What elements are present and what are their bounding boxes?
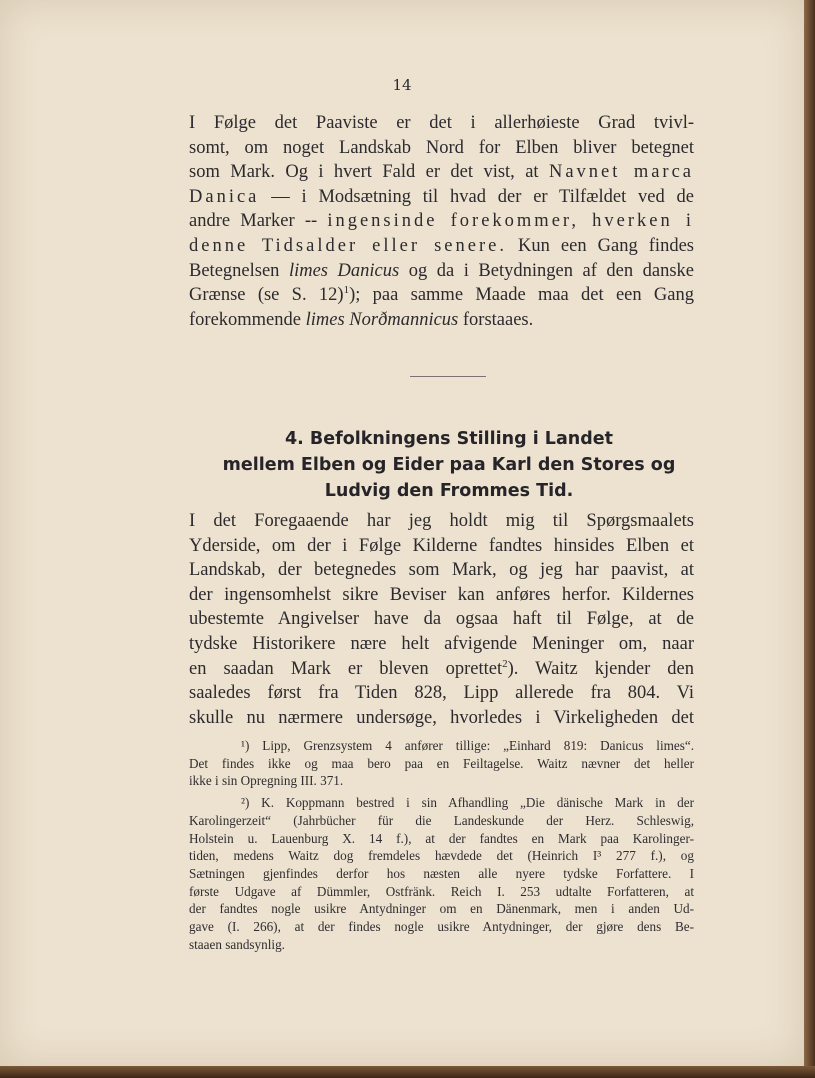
text-fragment: forstaaes. bbox=[458, 309, 534, 330]
section-divider bbox=[410, 376, 486, 377]
text-line bbox=[189, 657, 694, 682]
text-line bbox=[189, 160, 694, 185]
text-fragment: en saadan Mark er bleven oprettet bbox=[189, 658, 503, 679]
book-edge-bottom bbox=[0, 1066, 815, 1078]
text-line bbox=[189, 209, 694, 234]
heading-line: 4. Befolkningens Stilling i Landet bbox=[285, 429, 613, 449]
text-line: der ingensomhelst sikre Beviser kan anføres herfor. Kildernes bbox=[189, 584, 694, 605]
text-line bbox=[189, 283, 694, 308]
italic-term: limes Norðmannicus bbox=[305, 309, 459, 330]
text-line: I det Foregaaende har jeg holdt mig til Spørgsmaalets bbox=[189, 511, 694, 531]
text-line bbox=[189, 259, 694, 284]
text-line bbox=[189, 185, 694, 210]
footnote-line: ²) K. Koppmann bestred i sin Afhandling „Die dänische Mark in der bbox=[241, 795, 694, 811]
text-fragment: som Mark. Og i hvert Fald er det vist, at bbox=[189, 162, 549, 183]
footnote-line: tiden, medens Waitz dog fremdeles hævdede det (Heinrich I³ 277 f.), og bbox=[189, 848, 694, 864]
spaced-emphasis: ingensinde forekommer, hverken i bbox=[327, 211, 694, 232]
book-edge-right bbox=[804, 0, 815, 1078]
text-line: saaledes først fra Tiden 828, Lipp allerede fra 804. Vi bbox=[189, 683, 694, 704]
footnote-line: der fandtes nogle usikre Antydninger om en Dänenmark, men i anden Ud- bbox=[189, 901, 694, 917]
text-line bbox=[189, 308, 694, 333]
section-heading bbox=[189, 426, 709, 504]
footnote-ref: 1 bbox=[343, 284, 350, 296]
spaced-emphasis: Navnet marca bbox=[548, 162, 695, 183]
footnote-line: gave (I. 266), at der findes nogle usikre Antydninger, der gjøre dens Be- bbox=[189, 919, 694, 935]
text-line: skulle nu nærmere undersøge, hvorledes i Virkeligheden det bbox=[189, 707, 694, 728]
heading-line: Ludvig den Frommes Tid. bbox=[324, 481, 574, 501]
text-line: Yderside, om der i Følge Kilderne fandtes hinsides Elben et bbox=[189, 535, 694, 556]
italic-term: limes Danicus bbox=[288, 260, 400, 281]
text-fragment: andre Marker -- bbox=[189, 211, 328, 232]
footnote-line: Sætningen gjenfindes derfor hos næsten alle nyere tydske Forfattere. I bbox=[189, 865, 694, 881]
footnote-line: ikke i sin Opregning III. 371. bbox=[189, 773, 344, 789]
footnote-2 bbox=[189, 794, 694, 953]
footnote-line: første Udgave af Dümmler, Ostfränk. Reich I. 253 udtalte Forfatteren, at bbox=[189, 883, 694, 899]
footnote-line: Holstein u. Lauenburg X. 14 f.), at der fandtes en Mark paa Karolinger- bbox=[189, 830, 694, 846]
text-line: ubestemte Angivelser have da ogsaa haft til Følge, at de bbox=[189, 609, 694, 630]
text-line: somt, om noget Landskab Nord for Elben bliver betegnet bbox=[189, 137, 694, 158]
footnote-line: staaen sandsynlig. bbox=[189, 936, 285, 952]
footnote-1 bbox=[189, 737, 694, 790]
footnote-line: ¹) Lipp, Grenzsystem 4 anfører tillige: „Einhard 819: Danicus limes“. bbox=[241, 738, 694, 753]
spaced-emphasis: denne Tidsalder eller senere. bbox=[189, 235, 507, 256]
footnote-line: Det findes ikke og maa bero paa en Feiltagelse. Waitz nævner det heller bbox=[189, 755, 694, 771]
page-number: 14 bbox=[392, 76, 412, 94]
paragraph-1 bbox=[189, 111, 694, 332]
spaced-emphasis: Danica bbox=[189, 186, 260, 207]
text-fragment: Grænse (se S. 12) bbox=[189, 285, 344, 306]
text-fragment: og da i Betydningen af den danske bbox=[399, 260, 694, 281]
text-fragment: — i Modsætning til hvad der er Tilfældet ved de bbox=[259, 186, 694, 207]
text-fragment: ); paa samme Maade maa det een Gang bbox=[349, 285, 694, 306]
heading-line: mellem Elben og Eider paa Karl den Stores og bbox=[222, 455, 676, 475]
text-fragment: forekommende bbox=[189, 309, 306, 330]
footnote-line: Karolingerzeit“ (Jahrbücher für die Landeskunde der Herz. Schleswig, bbox=[189, 812, 694, 828]
paragraph-2 bbox=[189, 509, 694, 730]
text-line: Landskab, der betegnedes som Mark, og jeg har paavist, at bbox=[189, 560, 694, 581]
text-line: tydske Historikere nære helt afvigende Meninger om, naar bbox=[189, 633, 694, 654]
footnotes bbox=[189, 737, 694, 957]
text-line: I Følge det Paaviste er det i allerhøieste Grad tvivl- bbox=[189, 113, 694, 133]
text-fragment: ). Waitz kjender den bbox=[507, 658, 694, 679]
text-line bbox=[189, 234, 694, 259]
text-fragment: Kun een Gang findes bbox=[506, 235, 694, 256]
text-fragment: Betegnelsen bbox=[189, 260, 289, 281]
footnote-ref: 2 bbox=[502, 657, 508, 670]
